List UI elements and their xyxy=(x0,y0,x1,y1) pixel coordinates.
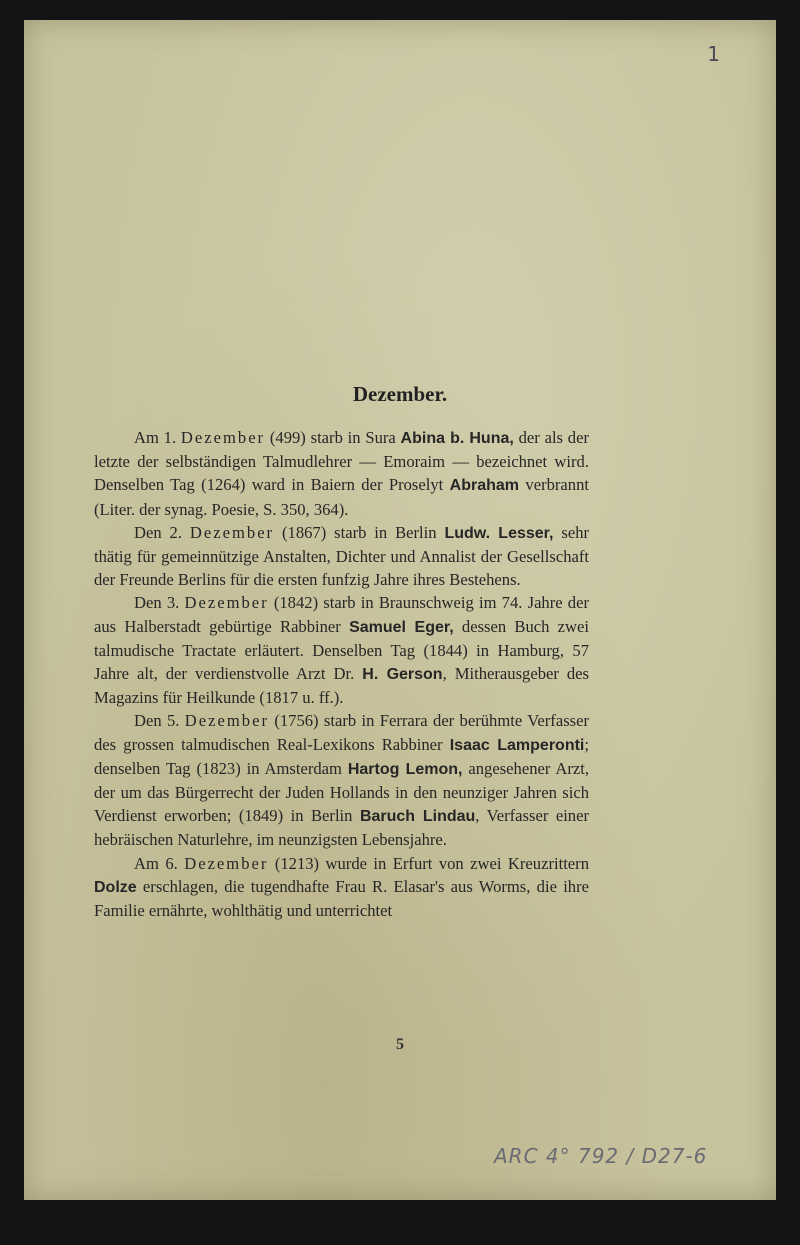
page-number: 5 xyxy=(396,1036,404,1053)
text-run: Den 3. xyxy=(134,593,185,613)
text-run: (1756) starb in Ferrara der berühmte Verfasser des grossen talmudischen Real-Lexikons Rabbiner xyxy=(94,711,589,754)
text-run: Am 6. xyxy=(134,853,185,873)
folio-number: 1 xyxy=(707,42,720,66)
month-spaced: Dezember xyxy=(180,428,266,447)
text-run: Den 2. xyxy=(134,522,190,542)
name-bold: Isaac Lamperonti xyxy=(449,736,585,754)
paragraph xyxy=(94,591,589,709)
month-spaced: Dezember xyxy=(184,593,269,613)
text-run: sehr thätig für gemeinnützige Anstalten, Dichter und Annalist der Gesellschaft der Freunde Berlins für die ersten funfzig Jahre ihres Bestehens. xyxy=(94,522,590,590)
month-spaced: Dezember xyxy=(189,522,275,542)
name-bold: Ludw. Lesser, xyxy=(444,524,554,542)
month-spaced: Dezember xyxy=(184,853,269,873)
paragraph xyxy=(94,521,589,592)
name-bold: H. Gerson xyxy=(362,666,443,684)
text-run: , Verfasser einer hebräischen Naturlehre, im neunzigsten Lebensjahre. xyxy=(94,806,589,850)
name-bold: Baruch Lindau xyxy=(359,808,476,826)
name-bold: Abina b. Huna, xyxy=(400,430,514,447)
text-run: der als der letzte der selbständigen Talmudlehrer — Emoraim — bezeichnet wird. Denselben Tag (1264) ward in Baiern der Proselyt xyxy=(94,428,589,495)
text-run: erschlagen, die tugendhafte Frau R. Elasar's aus Worms, die ihre Familie ernährte, wohlthätig und unterrichtet xyxy=(94,876,589,921)
paragraph xyxy=(94,426,589,521)
text-run: (1842) starb in Braunschweig im 74. Jahre der aus Halberstadt gebürtige Rabbiner xyxy=(94,593,589,636)
text-run: ; denselben Tag (1823) in Amsterdam xyxy=(94,734,589,778)
text-run: Am 1. xyxy=(134,428,181,447)
text-run: (1213) wurde in Erfurt von zwei Kreuzrittern xyxy=(268,853,589,873)
text-run: Den 5. xyxy=(134,711,185,731)
name-bold: Dolze xyxy=(94,878,137,896)
text-run: dessen Buch zwei talmudische Tractate erläutert. Denselben Tag (1844) in Hamburg, 57 Jahre alt, der verdienstvolle Arzt Dr. xyxy=(94,616,589,684)
body-text xyxy=(94,426,589,922)
text-run: (1867) starb in Berlin xyxy=(274,522,445,542)
document-page xyxy=(24,20,776,1200)
name-bold: Abraham xyxy=(449,477,520,495)
text-run: , Mitherausgeber des Magazins für Heilkunde (1817 u. ff.). xyxy=(94,664,589,708)
paragraph xyxy=(94,709,589,851)
paragraph xyxy=(94,852,589,923)
text-run: verbrannt (Liter. der synag. Poesie, S. 350, 364). xyxy=(94,475,589,519)
shelfmark-annotation: ARC 4° 792 / D27-6 xyxy=(494,1144,708,1168)
text-run: angesehener Arzt, der um das Bürgerrecht der Juden Hollands in den neunziger Jahren sich Verdienst erworben; (1849) in Berlin xyxy=(94,758,589,826)
name-bold: Samuel Eger, xyxy=(349,618,454,636)
month-spaced: Dezember xyxy=(184,711,269,731)
name-bold: Hartog Lemon, xyxy=(347,760,463,778)
text-run: (499) starb in Sura xyxy=(265,428,401,447)
page-title: Dezember. xyxy=(352,382,448,406)
